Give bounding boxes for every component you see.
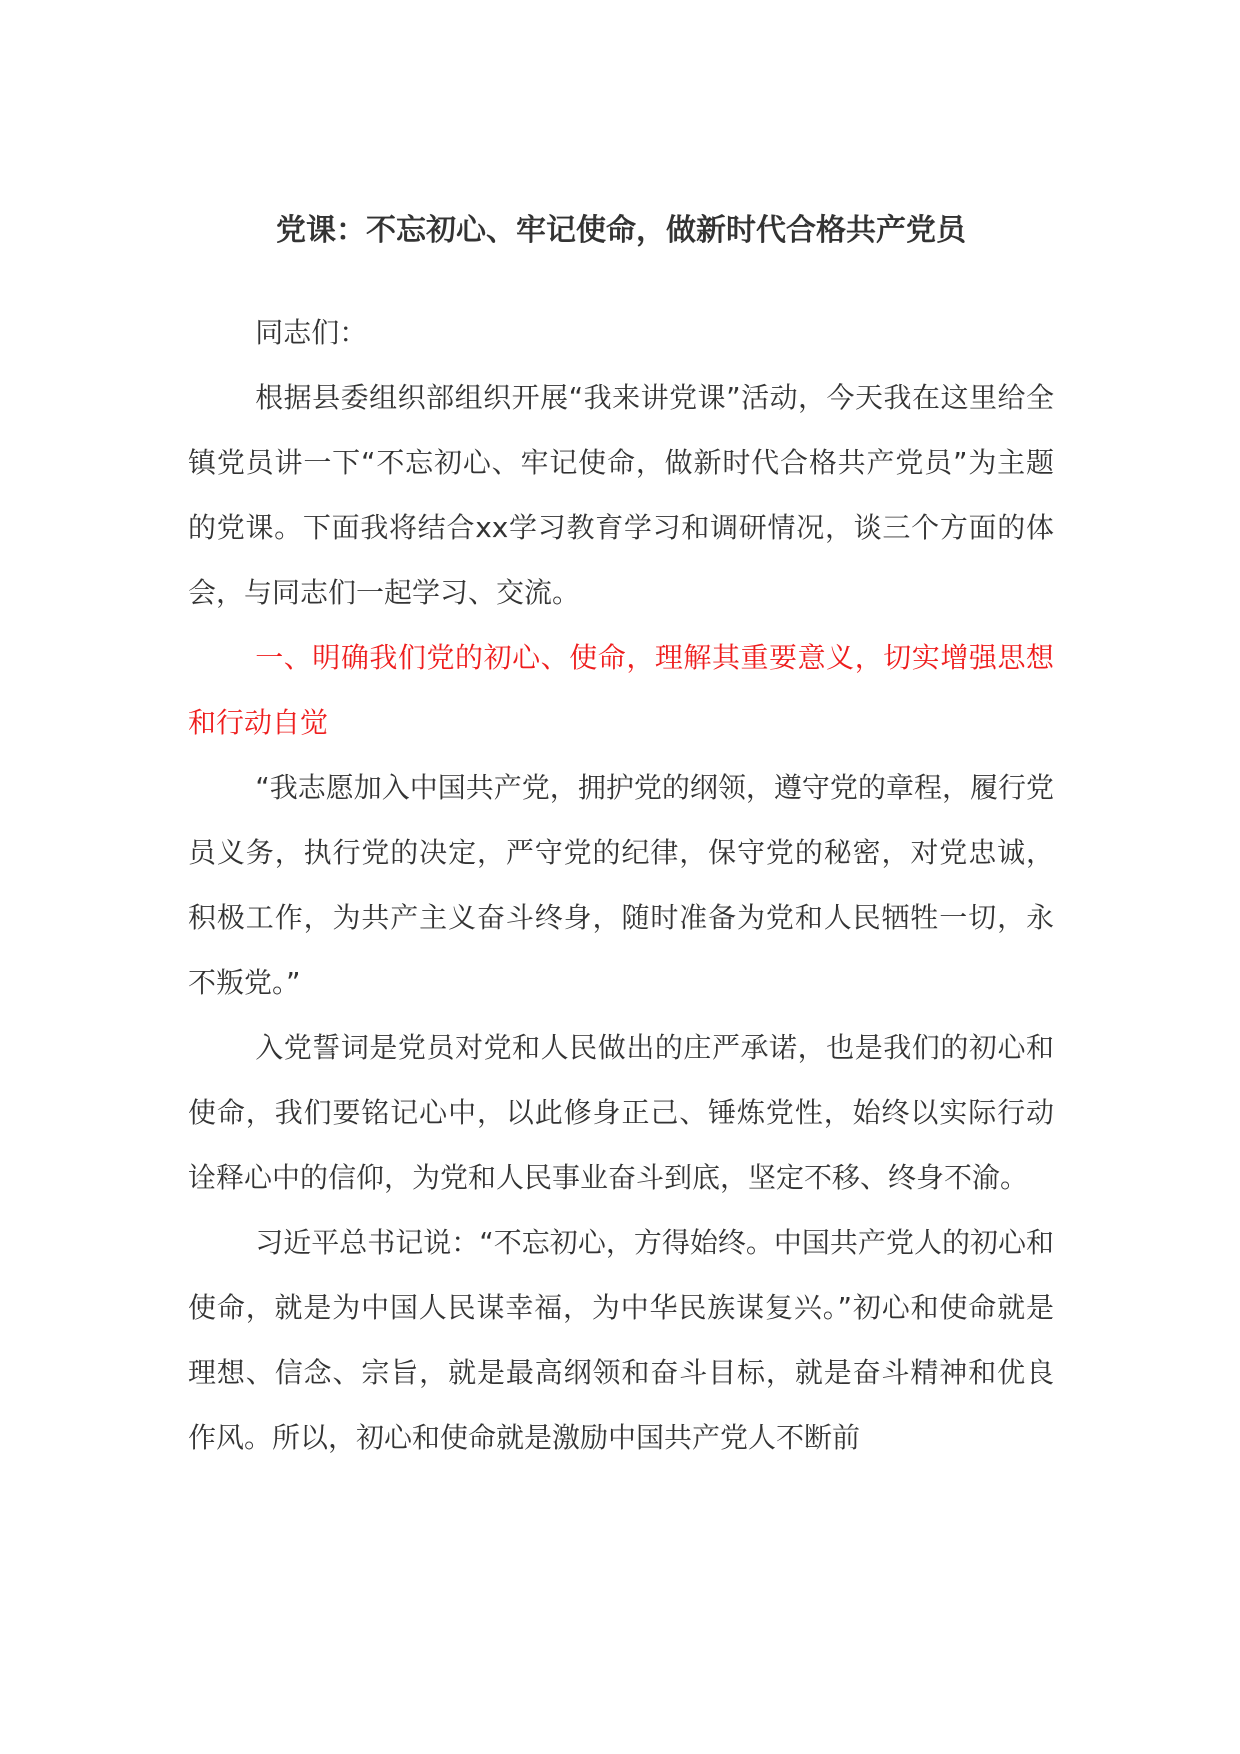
salutation-paragraph: 同志们： <box>255 316 368 349</box>
section-heading-1: 一、明确我们党的初心、使命，理解其重要意义，切实增强思想和行动自觉 <box>188 641 1054 739</box>
oath-paragraph: “我志愿加入中国共产党，拥护党的纲领，遵守党的章程，履行党员义务，执行党的决定，严守党的纪律，保守党的秘密，对党忠诚，积极工作，为共产主义奋斗终身，随时准备为党和人民牺牲一切，永不叛党。” <box>188 771 1054 999</box>
document-body <box>188 300 1054 1470</box>
quote-paragraph: 习近平总书记说：“不忘初心，方得始终。中国共产党人的初心和使命，就是为中国人民谋幸福，为中华民族谋复兴。”初心和使命就是理想、信念、宗旨，就是最高纲领和奋斗目标，就是奋斗精神和优良作风。所以，初心和使命就是激励中国共产党人不断前 <box>188 1226 1054 1454</box>
oath-commentary-paragraph: 入党誓词是党员对党和人民做出的庄严承诺，也是我们的初心和使命，我们要铭记心中，以此修身正己、锤炼党性，始终以实际行动诠释心中的信仰，为党和人民事业奋斗到底，坚定不移、终身不渝。 <box>188 1031 1054 1194</box>
intro-paragraph: 根据县委组织部组织开展“我来讲党课”活动，今天我在这里给全镇党员讲一下“不忘初心、牢记使命，做新时代合格共产党员”为主题的党课。下面我将结合xx学习教育学习和调研情况，谈三个方面的体会，与同志们一起学习、交流。 <box>188 381 1054 609</box>
document-title: 党课：不忘初心、牢记使命，做新时代合格共产党员 <box>276 213 966 248</box>
